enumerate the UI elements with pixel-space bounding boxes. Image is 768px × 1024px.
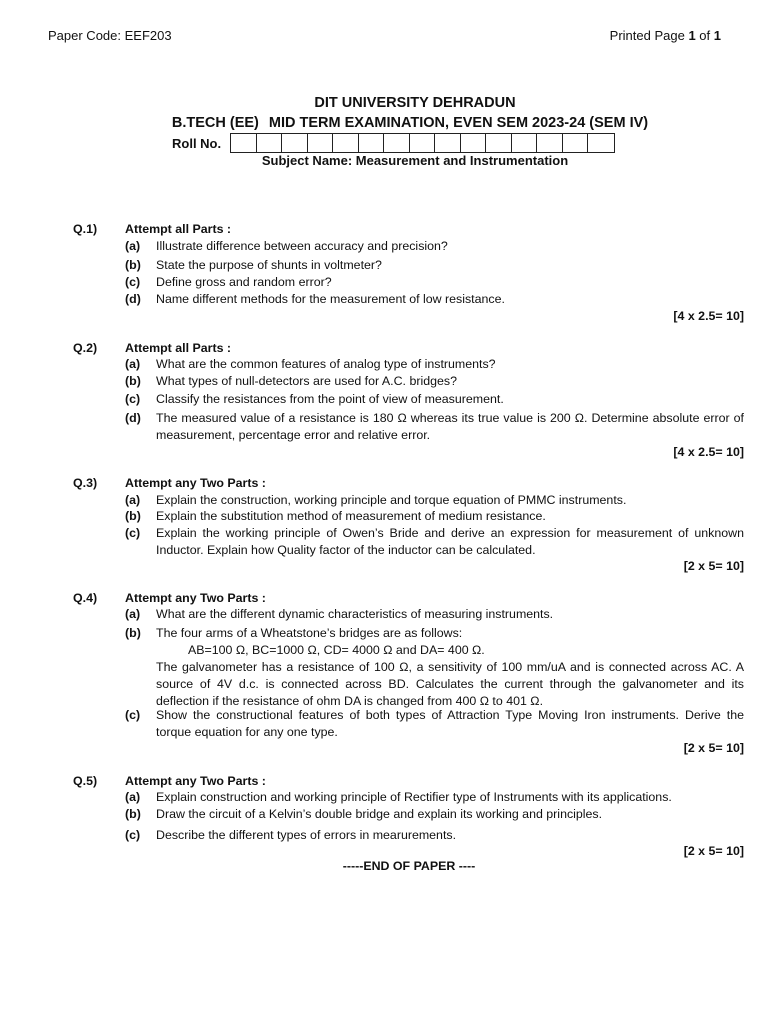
printed-page-prefix: Printed Page <box>609 28 689 43</box>
part-label: (b) <box>125 374 141 388</box>
part-label: (a) <box>125 239 141 253</box>
roll-box <box>410 134 436 152</box>
question-heading: Attempt any Two Parts : <box>125 476 266 490</box>
part-text: What types of null-detectors are used for A.C. bridges? <box>156 374 457 388</box>
program-name: B.TECH (EE) <box>171 115 259 131</box>
roll-label: Roll No. <box>172 135 222 151</box>
exam-title <box>0 113 768 133</box>
roll-box <box>588 134 614 152</box>
roll-box <box>537 134 563 152</box>
question-part <box>125 625 744 710</box>
part-text: Illustrate difference between accuracy and precision? <box>156 239 448 253</box>
marks-distribution: [4 x 2.5= 10] <box>673 445 744 459</box>
question-part <box>125 806 744 823</box>
roll-box <box>384 134 410 152</box>
question-part <box>125 789 744 806</box>
question-heading: Attempt any Two Parts : <box>125 774 266 788</box>
question-part <box>125 508 744 525</box>
title-block <box>0 93 768 133</box>
roll-box <box>231 134 257 152</box>
part-text: The measured value of a resistance is 180 Ω whereas its true value is 200 Ω. Determine absolute error of measurement, percentage error and relative error. <box>156 411 744 442</box>
printed-page <box>610 27 721 44</box>
marks-distribution: [4 x 2.5= 10] <box>673 309 744 323</box>
question-part <box>125 257 744 274</box>
roll-box <box>486 134 512 152</box>
part-label: (a) <box>125 357 141 371</box>
part-label: (c) <box>125 708 141 722</box>
question-number: Q.4) <box>73 591 98 605</box>
part-label: (b) <box>125 258 141 272</box>
part-text: Describe the different types of errors in mearurements. <box>156 828 457 842</box>
part-text: Classify the resistances from the point of view of measurement. <box>156 392 504 406</box>
end-of-paper: -----END OF PAPER ---- <box>342 859 476 873</box>
question-part <box>125 492 744 509</box>
part-text: Explain construction and working principle of Rectifier type of Instruments with its applications. <box>156 790 672 804</box>
part-text: Name different methods for the measurement of low resistance. <box>156 292 505 306</box>
part-text <box>156 625 744 710</box>
roll-box <box>461 134 487 152</box>
question-number: Q.2) <box>73 341 98 355</box>
question-number: Q.3) <box>73 476 98 490</box>
question-part <box>125 291 744 308</box>
marks-distribution: [2 x 5= 10] <box>683 741 744 755</box>
part-label: (c) <box>125 526 141 540</box>
page-of-text: of <box>695 28 714 43</box>
part-text: What are the common features of analog type of instruments? <box>156 357 496 371</box>
question-part <box>125 238 744 255</box>
page-header <box>48 27 721 45</box>
roll-number-row <box>172 133 615 153</box>
question-number: Q.5) <box>73 774 98 788</box>
part-label: (c) <box>125 275 141 289</box>
subject-name: Subject Name: Measurement and Instrumentation <box>261 153 569 168</box>
question-part <box>125 391 744 408</box>
paper-code: Paper Code: EEF203 <box>48 28 172 43</box>
part-label: (d) <box>125 411 141 425</box>
question-heading: Attempt all Parts : <box>125 222 232 236</box>
part-label: (b) <box>125 626 141 640</box>
question-part <box>125 525 744 559</box>
question-number: Q.1) <box>73 222 98 236</box>
resistance-values: AB=100 Ω, BC=1000 Ω, CD= 4000 Ω and DA= 400 Ω. <box>188 643 485 657</box>
part-label: (c) <box>125 828 141 842</box>
part-label: (b) <box>125 807 141 821</box>
part-text: Define gross and random error? <box>156 275 332 289</box>
roll-box <box>282 134 308 152</box>
part-label: (c) <box>125 392 141 406</box>
part-label: (b) <box>125 509 141 523</box>
question-part <box>125 827 744 844</box>
marks-distribution: [2 x 5= 10] <box>683 559 744 573</box>
part-label: (a) <box>125 607 141 621</box>
question-heading: Attempt all Parts : <box>125 341 232 355</box>
university-name: DIT UNIVERSITY DEHRADUN <box>314 95 516 111</box>
page-number: 1 <box>688 28 696 43</box>
question-part <box>125 356 744 373</box>
question-heading: Attempt any Two Parts : <box>125 591 266 605</box>
part-text: State the purpose of shunts in voltmeter? <box>156 258 382 272</box>
marks-distribution: [2 x 5= 10] <box>683 844 744 858</box>
part-text-continued: The galvanometer has a resistance of 100 Ω, a sensitivity of 100 mm/uA and is connected across AC. A source of 4V d.c. is connected across BD. Calculates the current through the galvanometer and its deflection if the resistance of ohm DA is changed from 400 Ω to 401 Ω. <box>156 660 744 708</box>
roll-box <box>435 134 461 152</box>
part-text: Explain the working principle of Owen’s Bride and derive an expression for measurement of unknown Inductor. Explain how Quality factor of the inductor can be calculated. <box>156 526 744 557</box>
part-text: Explain the substitution method of measurement of medium resistance. <box>156 509 546 523</box>
part-text-line: The four arms of a Wheatstone’s bridges are as follows: <box>156 626 463 640</box>
roll-box <box>512 134 538 152</box>
question-part <box>125 373 744 390</box>
question-part <box>125 707 744 741</box>
part-text: Draw the circuit of a Kelvin’s double bridge and explain its working and principles. <box>156 807 603 821</box>
roll-box <box>333 134 359 152</box>
roll-box <box>563 134 589 152</box>
exam-name: MID TERM EXAMINATION, EVEN SEM 2023-24 (SEM IV) <box>268 115 649 131</box>
roll-box <box>308 134 334 152</box>
question-part <box>125 274 744 291</box>
part-text: Explain the construction, working principle and torque equation of PMMC instruments. <box>156 493 627 507</box>
question-part <box>125 410 744 444</box>
roll-box <box>359 134 385 152</box>
part-label: (d) <box>125 292 141 306</box>
part-label: (a) <box>125 790 141 804</box>
part-text: What are the different dynamic characteristics of measuring instruments. <box>156 607 554 621</box>
question-part <box>125 606 744 623</box>
part-text: Show the constructional features of both types of Attraction Type Moving Iron instruments. Derive the torque equation for any one type. <box>156 708 744 739</box>
roll-number-boxes <box>230 133 615 153</box>
page-total: 1 <box>713 28 721 43</box>
roll-box <box>257 134 283 152</box>
part-label: (a) <box>125 493 141 507</box>
